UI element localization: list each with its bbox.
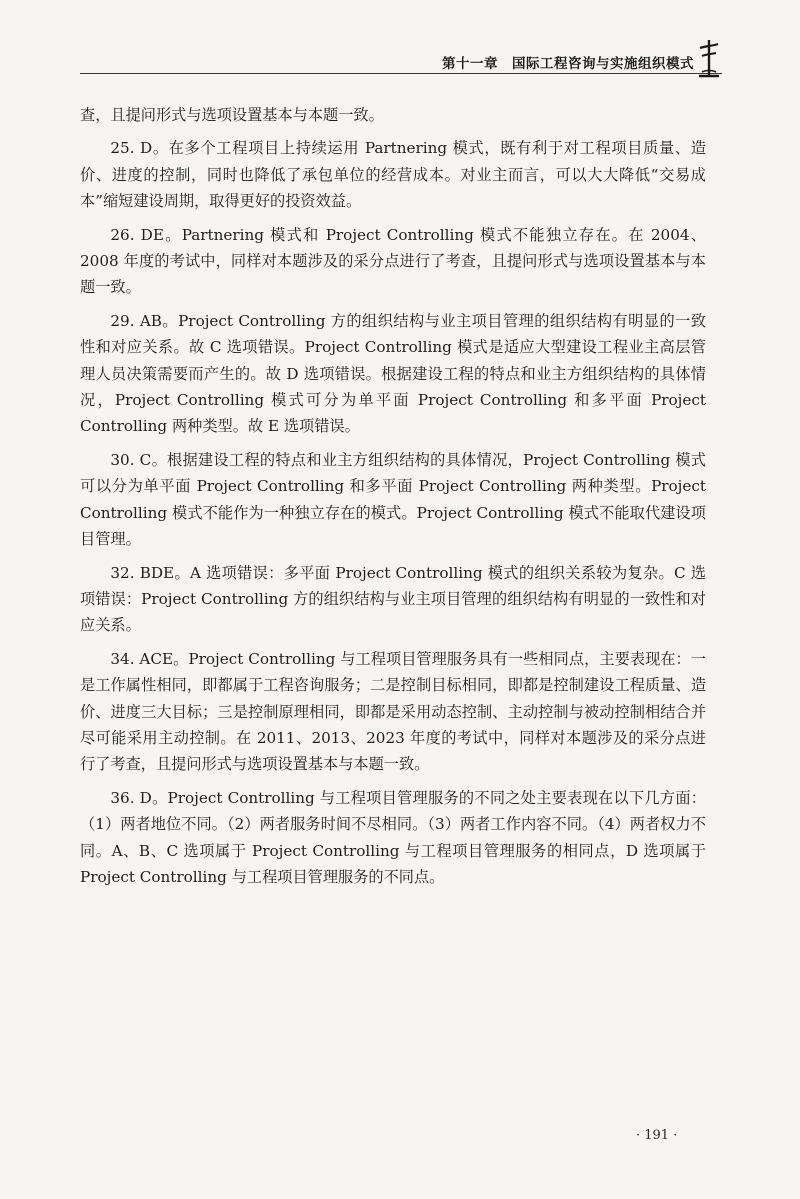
answer-32: 32. BDE。A 选项错误：多平面 Project Controlling 模式的组织关系较为复杂。C 选项错误：Project Controlling 方的组织结构与业主项目管理的组织结构有明显的一致性和对应关系。 <box>80 563 706 635</box>
publisher-logo-icon <box>696 36 722 80</box>
answer-26: 26. DE。Partnering 模式和 Project Controlling 模式不能独立存在。在 2004、2008 年度的考试中，同样对本题涉及的采分点进行了考查，且提问形式与选项设置基本与本题一致。 <box>80 225 706 297</box>
answer-36: 36. D。Project Controlling 与工程项目管理服务的不同之处主要表现在以下几方面：（1）两者地位不同。（2）两者服务时间不尽相同。（3）两者工作内容不同。（4）两者权力不同。A、B、C 选项属于 Project Controlling 与工程项目管理服务的相同点，D 选项属于 Project Controlling 与工程项目管理服务的不同点。 <box>80 788 706 886</box>
answer-29: 29. AB。Project Controlling 方的组织结构与业主项目管理的组织结构有明显的一致性和对应关系。故 C 选项错误。Project Controlling 模式是适应大型建设工程业主高层管理人员决策需要而产生的。故 D 选项错误。根据建设工程的特点和业主方组织结构的具体情况，Project Controlling 模式可分为单平面 Project Controlling 和多平面 Project Controlling 两种类型。故 E 选项错误。 <box>80 311 706 436</box>
chapter-title: 第十一章 国际工程咨询与实施组织模式 <box>442 56 694 72</box>
answer-explanations <box>80 102 706 897</box>
answer-25: 25. D。在多个工程项目上持续运用 Partnering 模式，既有利于对工程项目质量、造价、进度的控制，同时也降低了承包单位的经营成本。对业主而言，可以大大降低“交易成本”缩短建设周期，取得更好的投资效益。 <box>80 139 706 211</box>
answer-30: 30. C。根据建设工程的特点和业主方组织结构的具体情况，Project Controlling 模式可以分为单平面 Project Controlling 和多平面 Project Controlling 两种类型。Project Controlling 模式不能作为一种独立存在的模式。Project Controlling 模式不能取代建设项目管理。 <box>80 450 706 549</box>
header-rule <box>80 73 722 74</box>
paragraph-continuation: 查，且提问形式与选项设置基本与本题一致。 <box>80 106 384 124</box>
running-header <box>80 48 722 80</box>
page-number: · 191 · <box>636 1128 678 1143</box>
answer-34: 34. ACE。Project Controlling 与工程项目管理服务具有一些相同点，主要表现在：一是工作属性相同，即都属于工程咨询服务；二是控制目标相同，即都是控制建设工程质量、造价、进度三大目标；三是控制原理相同，即都是采用动态控制、主动控制与被动控制相结合并尽可能采用主动控制。在 2011、2013、2023 年度的考试中，同样对本题涉及的采分点进行了考查，且提问形式与选项设置基本与本题一致。 <box>80 649 706 774</box>
